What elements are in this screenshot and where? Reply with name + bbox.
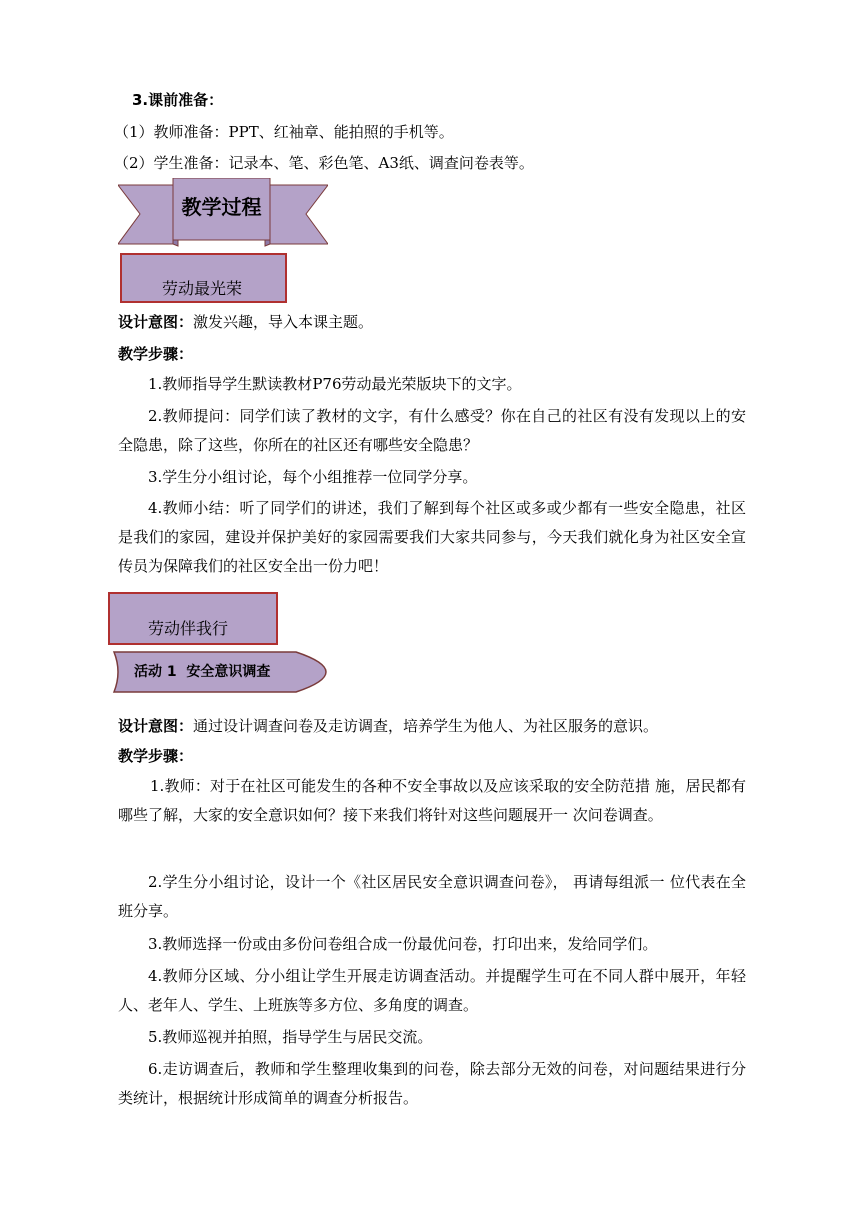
banner-title: 教学过程 bbox=[181, 195, 262, 219]
section2-steps-label: 教学步骤： bbox=[118, 747, 194, 765]
section1-step-1: 1.教师指导学生默读教材P76劳动最光荣版块下的文字。 bbox=[148, 375, 522, 393]
section2-title-box bbox=[108, 592, 278, 645]
section2-step-3: 3.教师选择一份或由多份问卷组合成一份最优问卷，打印出来，发给同学们。 bbox=[148, 935, 658, 953]
section1-steps-label: 教学步骤： bbox=[118, 345, 194, 363]
intent-text: 激发兴趣，导入本课主题。 bbox=[193, 313, 374, 331]
prep-heading: 3.课前准备： bbox=[132, 91, 224, 109]
section1-title-box bbox=[120, 253, 287, 303]
section2-step-6: 6.走访调查后，教师和学生整理收集到的问卷，除去部分无效的问卷，对问题结果进行分类统计，根据统计形成简单的调查分析报告。 bbox=[118, 1060, 746, 1107]
teaching-process-banner bbox=[118, 178, 328, 248]
section2-step-1: 1.教师：对于在社区可能发生的各种不安全事故以及应该采取的安全防范措 施，居民都有哪些了解，大家的安全意识如何？接下来我们将针对这些问题展开一 次问卷调查。 bbox=[118, 777, 746, 824]
prep-student: （2）学生准备：记录本、笔、彩色笔、A3纸、调查问卷表等。 bbox=[114, 154, 534, 172]
section1-title: 劳动最光荣 bbox=[162, 279, 243, 298]
intent-label: 设计意图： bbox=[118, 717, 194, 735]
section1-intent bbox=[118, 312, 373, 332]
section1-step-3: 3.学生分小组讨论，每个小组推荐一位同学分享。 bbox=[148, 468, 478, 486]
section1-step-2: 2.教师提问：同学们读了教材的文字，有什么感受？你在自己的社区有没有发现以上的安全隐患，除了这些，你所在的社区还有哪些安全隐患？ bbox=[118, 407, 746, 454]
activity-label: 活动 1 安全意识调查 bbox=[134, 664, 271, 680]
section2-step-2: 2.学生分小组讨论，设计一个《社区居民安全意识调查问卷》， 再请每组派一 位代表在全班分享。 bbox=[118, 873, 746, 920]
section1-step-4: 4.教师小结：听了同学们的讲述，我们了解到每个社区或多或少都有一些安全隐患，社区是我们的家园，建设并保护美好的家园需要我们大家共同参与，今天我们就化身为社区安全宣传员为保障我们的社区安全出一份力吧！ bbox=[118, 499, 746, 575]
section2-step-4: 4.教师分区域、分小组让学生开展走访调查活动。并提醒学生可在不同人群中展开，年轻人、老年人、学生、上班族等多方位、多角度的调查。 bbox=[118, 967, 746, 1014]
intent-label: 设计意图： bbox=[118, 313, 194, 331]
activity-tag bbox=[112, 650, 328, 694]
section2-intent bbox=[118, 716, 658, 736]
intent-text: 通过设计调查问卷及走访调查，培养学生为他人、为社区服务的意识。 bbox=[193, 717, 659, 735]
section2-title: 劳动伴我行 bbox=[148, 619, 229, 638]
section2-step-5: 5.教师巡视并拍照，指导学生与居民交流。 bbox=[148, 1028, 433, 1046]
prep-teacher: （1）教师准备：PPT、红袖章、能拍照的手机等。 bbox=[114, 123, 454, 141]
